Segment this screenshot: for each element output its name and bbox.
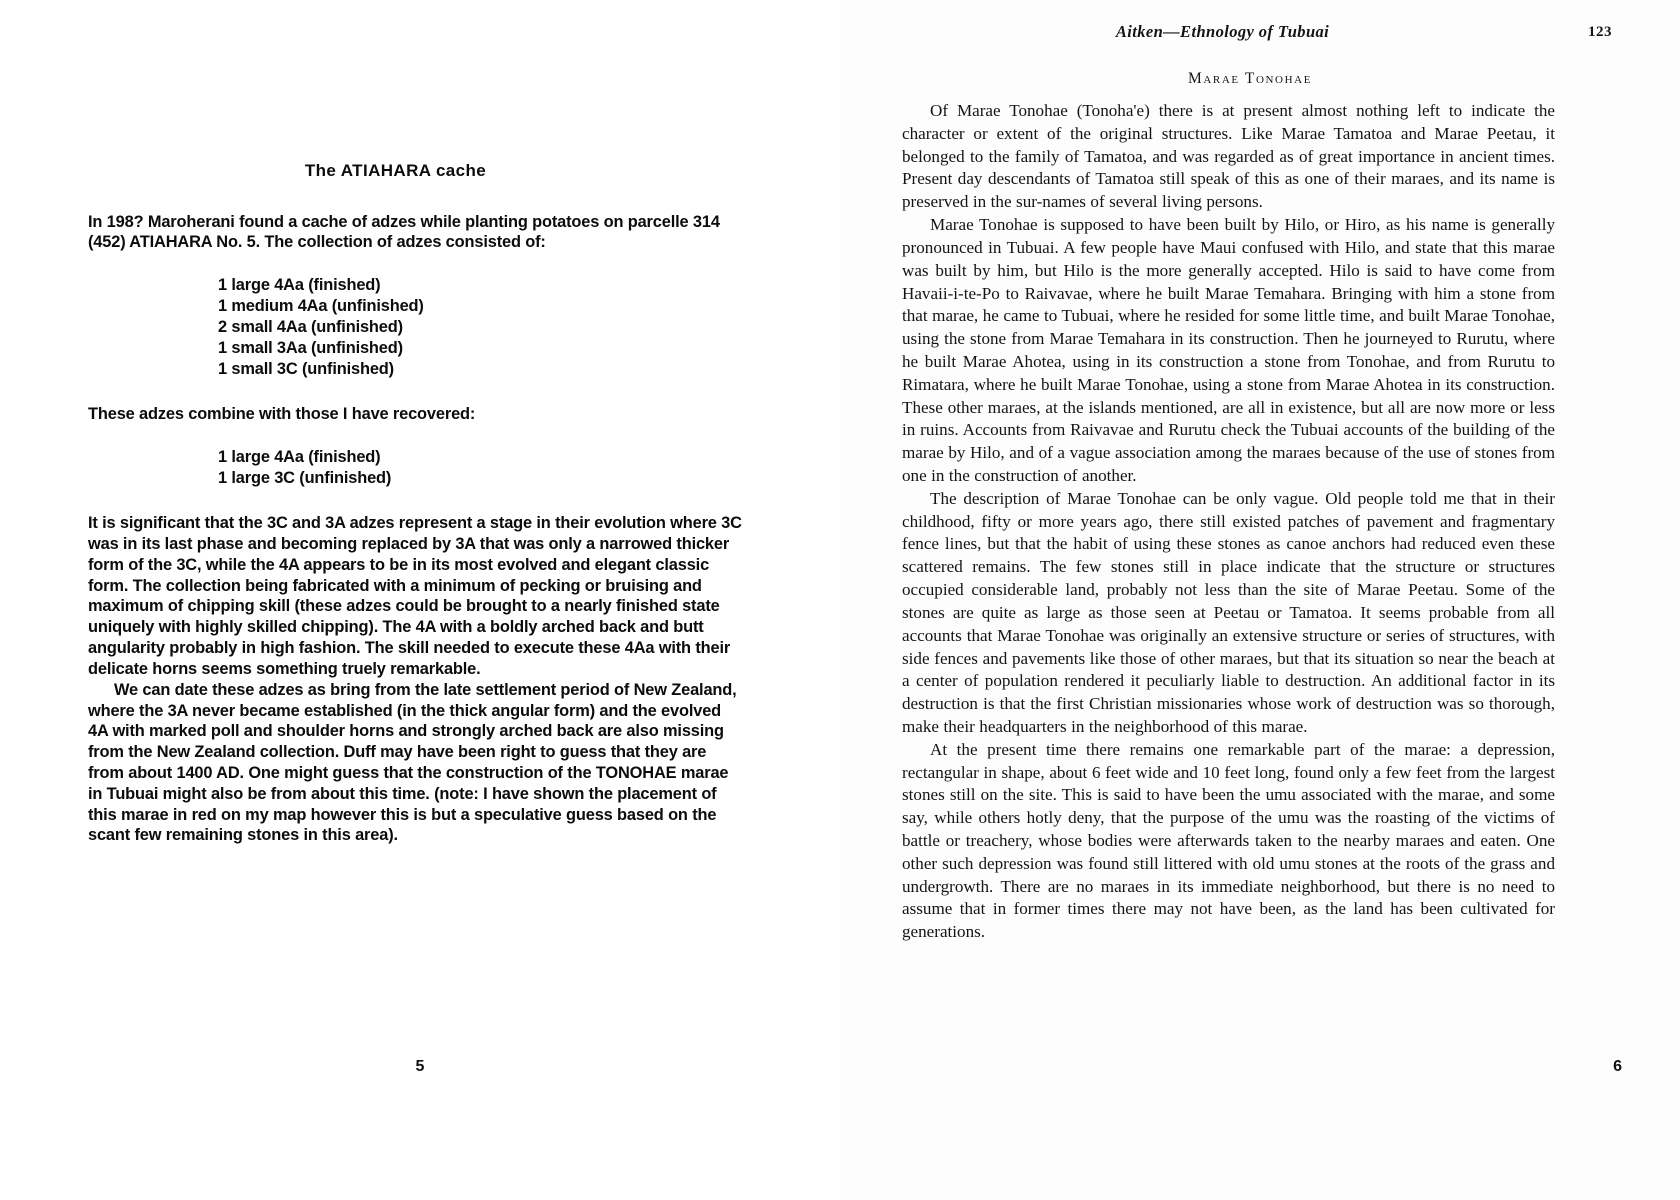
list-item: 1 medium 4Aa (unfinished) (218, 297, 424, 316)
running-head (900, 22, 1620, 48)
list-item: 1 large 4Aa (finished) (218, 448, 381, 467)
right-page (840, 0, 1680, 1200)
dating-paragraph: We can date these adzes as bring from the late settlement period of New Zealand, where the 3A never became established (in the thick angular form) and the evolved 4A with marked poll and shoulder horns and strongly arched back are also missing from the New Zealand collection. Duff may have been right to guess that they are from about 1400 AD. One might guess that the construction of the TONOHAE marae in Tubuai might also be from about this time. (note: I have shown the placement of this marae in red on my map however this is but a speculative guess based on the scant few remaining stones in this area). (88, 680, 737, 845)
right-page-folio: 6 (1613, 1058, 1622, 1075)
cache-adze-list (88, 275, 743, 380)
significance-paragraph: It is significant that the 3C and 3A adzes represent a stage in their evolution where 3C was in its last phase and becoming replaced by 3A that was only a narrowed thicker form of the 3C, while the 4A appears to be in its most evolved and elegant classic form. The collection being fabricated with a minimum of pecking or bruising and maximum of chipping skill (these adzes could be brought to a nearly finished state uniquely with highly skilled chipping). The 4A with a boldly arched back and butt angularity probably in high fashion. The skill needed to execute these 4Aa with their delicate horns seems something truely remarkable. (88, 514, 742, 678)
list-item: 1 large 4Aa (finished) (218, 276, 381, 295)
list-item: 1 small 3C (unfinished) (218, 360, 394, 379)
cache-intro-paragraph: In 198? Maroherani found a cache of adzes while planting potatoes on parcelle 314 (452) ATIAHARA No. 5. The collection of adzes consisted of: (88, 212, 720, 252)
left-page-body (88, 160, 743, 846)
list-item: 1 small 3Aa (unfinished) (218, 339, 403, 358)
list-item: 2 small 4Aa (unfinished) (218, 318, 403, 337)
body-paragraph: Of Marae Tonohae (Tonoha'e) there is at present almost nothing left to indicate the character or extent of the original structures. Like Marae Tamatoa and Marae Peetau, it belonged to the family of Tamatoa, and was regarded as of great importance in ancient times. Present day descendants of Tamatoa still speak of this as one of their maraes, and its name is preserved in the sur-names of several living persons. (902, 101, 1555, 212)
combine-label: These adzes combine with those I have recovered: (88, 405, 476, 424)
list-item: 1 large 3C (unfinished) (218, 469, 392, 488)
body-paragraph: At the present time there remains one remarkable part of the marae: a depression, rectangular in shape, about 6 feet wide and 10 feet long, found only a few feet from the largest stones still on the site. This is said to have been the umu associated with the marae, and some say, while others hotly deny, that the purpose of the umu was the roasting of the victims of battle or treachery, whose bodies were afterwards taken to the nearby maraes and eaten. One other such depression was found still littered with old umu stones at the roots of the grass and undergrowth. There are no maraes in its immediate neighborhood, but there is no need to assume that in former times there may not have been, as the land has been cultivated for generations. (902, 739, 1555, 942)
printed-page-number: 123 (1588, 24, 1612, 40)
body-paragraph: Marae Tonohae is supposed to have been built by Hilo, or Hiro, as his name is generally pronounced in Tubuai. A few people have Maui confused with Hilo, and state that this marae was built by him, but Hilo is the more generally accepted. Hilo is said to have come from Havaii-i-te-Po to Raivavae, where he built Marae Temahara. Bringing with him a stone from that marae, he came to Tubuai, where he resided for some little time, and built Marae Tonohae, using the stone from Marae Temahara in its construction. Then he journeyed to Rurutu, where he built Marae Ahotea, using in its construction a stone from Tonohae, and from Rurutu to Rimatara, where he built Marae Tonohae, using a stone from Marae Ahotea in its construction. These other maraes, at the islands mentioned, are all in existence, but all are now more or less in ruins. Accounts from Raivavae and Rurutu check the Tubuai accounts of the building of the marae by Hilo, and of a vague association among the maraes because of the use of stones from one in the construction of another. (902, 215, 1555, 485)
recovered-adze-list (88, 447, 743, 489)
atiahara-cache-heading: The ATIAHARA cache (304, 161, 487, 180)
body-paragraph: The description of Marae Tonohae can be only vague. Old people told me that in their childhood, fifty or more years ago, there still existed patches of pavement and fragmentary fence lines, but that the habit of using these stones as canoe anchors had reduced even these scattered remains. The few stones still in place indicate that the structure or structures occupied considerable land, probably not less than the site of Marae Peetau. Some of the stones are quite as large as those seen at Peetau or Tamatoa. It seems probable from all accounts that Marae Tonohae was originally an extensive structure or series of structures, with side fences and pavements like those of other maraes, but that its situation so near the beach at a center of population rendered it peculiarly liable to destruction. An additional factor in its destruction is that the first Christian missionaries whose work of destruction was so thorough, make their headquarters in the neighborhood of this marae. (902, 488, 1555, 736)
section-heading-marae-tonohae: Marae Tonohae (1187, 70, 1313, 87)
left-page-folio: 5 (415, 1058, 425, 1075)
running-head-title: Aitken—Ethnology of Tubuai (1115, 22, 1330, 41)
right-page-text-column (902, 100, 1555, 944)
